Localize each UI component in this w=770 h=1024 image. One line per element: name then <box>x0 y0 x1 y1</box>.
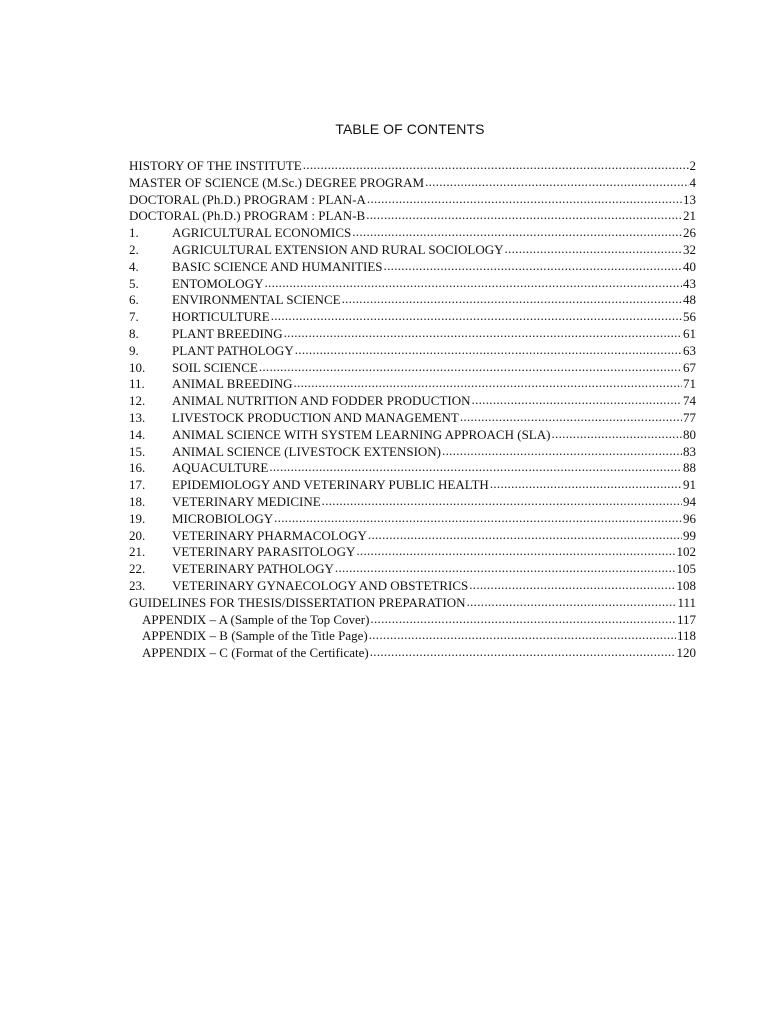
toc-entry-label: VETERINARY GYNAECOLOGY AND OBSTETRICS <box>172 577 469 593</box>
toc-entry-label: PLANT PATHOLOGY <box>172 342 294 358</box>
page-title: TABLE OF CONTENTS <box>335 121 485 137</box>
toc-entry[interactable] <box>129 427 696 444</box>
toc-entry-number: 15. <box>129 443 146 459</box>
toc-entry-label: ENVIRONMENTAL SCIENCE <box>172 292 341 308</box>
toc-entry-label: HISTORY OF THE INSTITUTE <box>129 158 302 173</box>
toc-entry[interactable] <box>129 477 696 494</box>
toc-entry-page-number: 74 <box>683 393 696 409</box>
toc-entry[interactable] <box>129 460 696 477</box>
dot-leader <box>293 376 682 392</box>
dot-leader <box>352 225 682 241</box>
dot-leader <box>356 544 675 560</box>
toc-entry-number: 22. <box>129 561 146 577</box>
dot-leader <box>342 292 682 308</box>
toc-entry-page-number: 111 <box>677 594 696 610</box>
toc-entry-number: 1. <box>129 225 139 241</box>
toc-entry-label: VETERINARY PATHOLOGY <box>172 561 334 577</box>
toc-entry-label: DOCTORAL (Ph.D.) PROGRAM : PLAN-A <box>129 191 366 207</box>
toc-entry-number: 23. <box>129 577 146 593</box>
dot-leader <box>369 628 676 644</box>
toc-entry-label: ANIMAL BREEDING <box>172 376 293 392</box>
toc-entry-number: 11. <box>129 376 145 392</box>
dot-leader <box>303 158 689 174</box>
toc-entry-number: 19. <box>129 510 146 526</box>
dot-leader <box>370 645 676 661</box>
toc-entry-page-number: 2 <box>689 158 696 173</box>
toc-entry-number: 14. <box>129 426 146 442</box>
toc-entry-page-number: 13 <box>683 191 696 207</box>
toc-entry-page-number: 118 <box>676 628 696 644</box>
toc-entry-page-number: 26 <box>683 225 696 241</box>
toc-entry-number: 13. <box>129 409 146 425</box>
toc-entry-page-number: 83 <box>683 443 696 459</box>
dot-leader <box>368 528 682 544</box>
toc-entry-page-number: 108 <box>676 577 696 593</box>
toc-entry-page-number: 71 <box>683 376 696 392</box>
toc-entry-label: PLANT BREEDING <box>172 325 283 341</box>
toc-entry-label: VETERINARY MEDICINE <box>172 493 321 509</box>
toc-entry-page-number: 88 <box>683 460 696 476</box>
toc-entry-label: AQUACULTURE <box>172 460 269 476</box>
toc-entry[interactable] <box>129 376 696 393</box>
toc-entry-page-number: 40 <box>683 258 696 274</box>
toc-entry-label: APPENDIX – B (Sample of the Title Page) <box>142 628 368 644</box>
dot-leader <box>505 242 683 258</box>
toc-entry-number: 5. <box>129 275 139 291</box>
toc-entry-number: 21. <box>129 544 146 560</box>
dot-leader <box>366 208 682 224</box>
dot-leader <box>367 192 682 208</box>
toc-entry[interactable] <box>129 259 696 276</box>
toc-entry-label: AGRICULTURAL ECONOMICS <box>172 225 352 241</box>
dot-leader <box>264 276 682 292</box>
toc-entry[interactable] <box>129 410 696 427</box>
toc-entry-page-number: 120 <box>676 645 696 661</box>
dot-leader <box>551 427 682 443</box>
toc-entry[interactable] <box>129 360 696 377</box>
toc-entry-page-number: 48 <box>683 292 696 308</box>
toc-entry[interactable] <box>129 595 696 612</box>
toc-entry-number: 8. <box>129 325 139 341</box>
toc-entry-page-number: 63 <box>683 342 696 358</box>
dot-leader <box>490 477 682 493</box>
toc-entry-label: MASTER OF SCIENCE (M.Sc.) DEGREE PROGRAM <box>129 174 425 190</box>
toc-entry-page-number: 21 <box>683 208 696 224</box>
toc-entry[interactable] <box>129 343 696 360</box>
toc-entry[interactable] <box>129 561 696 578</box>
toc-entry-number: 18. <box>129 493 146 509</box>
toc-entry[interactable] <box>129 225 696 242</box>
toc-entry-page-number: 105 <box>676 561 696 577</box>
toc-entry-label: ENTOMOLOGY <box>172 275 264 291</box>
toc-entry-number: 16. <box>129 460 146 476</box>
toc-entry-number: 9. <box>129 342 139 358</box>
toc-entry-label: AGRICULTURAL EXTENSION AND RURAL SOCIOLOGY <box>172 241 504 257</box>
toc-entry-number: 4. <box>129 258 139 274</box>
toc-entry[interactable] <box>129 158 696 175</box>
toc-entry[interactable] <box>129 544 696 561</box>
toc-entry[interactable] <box>129 292 696 309</box>
toc-entry-label: BASIC SCIENCE AND HUMANITIES <box>172 258 383 274</box>
toc-entry-number: 10. <box>129 359 146 375</box>
toc-entry-page-number: 80 <box>683 426 696 442</box>
toc-entry[interactable] <box>129 612 696 629</box>
toc-entry-page-number: 96 <box>683 510 696 526</box>
dot-leader <box>467 595 677 611</box>
toc-entry-number: 20. <box>129 527 146 543</box>
toc-entry-label: EPIDEMIOLOGY AND VETERINARY PUBLIC HEALTH <box>172 477 489 493</box>
toc-entry[interactable] <box>129 645 696 662</box>
dot-leader <box>469 578 675 594</box>
toc-entry-label: SOIL SCIENCE <box>172 359 258 375</box>
toc-entry-page-number: 67 <box>683 359 696 375</box>
toc-entry[interactable] <box>129 444 696 461</box>
toc-entry[interactable] <box>129 175 696 192</box>
toc-entry-label: VETERINARY PARASITOLOGY <box>172 544 356 560</box>
dot-leader <box>271 309 682 325</box>
toc-entry-page-number: 77 <box>683 409 696 425</box>
toc-entry-page-number: 56 <box>683 309 696 325</box>
toc-entry[interactable] <box>129 309 696 326</box>
toc-entry[interactable] <box>129 192 696 209</box>
toc-entry-label: GUIDELINES FOR THESIS/DISSERTATION PREPARATION <box>129 594 466 610</box>
dot-leader <box>295 343 682 359</box>
toc-entry[interactable] <box>129 208 696 225</box>
toc-entry-label: ANIMAL SCIENCE (LIVESTOCK EXTENSION) <box>172 443 442 459</box>
toc-entry[interactable] <box>129 393 696 410</box>
toc-entry[interactable] <box>129 494 696 511</box>
toc-entry-page-number: 43 <box>683 275 696 291</box>
toc-entry-number: 6. <box>129 292 139 308</box>
toc-entry[interactable] <box>129 242 696 259</box>
toc-entry-label: MICROBIOLOGY <box>172 510 274 526</box>
toc-entry[interactable] <box>129 511 696 528</box>
toc-entry[interactable] <box>129 628 696 645</box>
dot-leader <box>442 444 682 460</box>
toc-entry-page-number: 102 <box>676 544 696 560</box>
toc-entry[interactable] <box>129 276 696 293</box>
toc-entry[interactable] <box>129 326 696 343</box>
toc-entry-number: 12. <box>129 393 146 409</box>
dot-leader <box>335 561 676 577</box>
dot-leader <box>384 259 682 275</box>
dot-leader <box>370 612 676 628</box>
toc-entry-page-number: 32 <box>683 241 696 257</box>
dot-leader <box>460 410 682 426</box>
toc-entry-page-number: 91 <box>683 477 696 493</box>
table-of-contents <box>129 158 696 662</box>
toc-entry-page-number: 117 <box>676 611 696 627</box>
toc-entry-label: APPENDIX – C (Format of the Certificate) <box>142 645 369 661</box>
toc-entry-page-number: 61 <box>683 325 696 341</box>
toc-entry-label: VETERINARY PHARMACOLOGY <box>172 527 367 543</box>
toc-entry-label: ANIMAL NUTRITION AND FODDER PRODUCTION <box>172 393 471 409</box>
toc-entry[interactable] <box>129 578 696 595</box>
toc-entry-label: LIVESTOCK PRODUCTION AND MANAGEMENT <box>172 409 459 425</box>
toc-entry-number: 17. <box>129 477 146 493</box>
dot-leader <box>425 175 688 191</box>
toc-entry-number: 7. <box>129 309 139 325</box>
toc-entry-page-number: 4 <box>689 174 696 190</box>
dot-leader <box>259 360 682 376</box>
toc-entry-label: DOCTORAL (Ph.D.) PROGRAM : PLAN-B <box>129 208 366 224</box>
dot-leader <box>274 511 682 527</box>
dot-leader <box>284 326 682 342</box>
toc-entry-page-number: 94 <box>683 493 696 509</box>
toc-entry-label: ANIMAL SCIENCE WITH SYSTEM LEARNING APPROACH (SLA) <box>172 426 551 442</box>
toc-entry-label: HORTICULTURE <box>172 309 270 325</box>
toc-entry[interactable] <box>129 528 696 545</box>
dot-leader <box>269 460 682 476</box>
dot-leader <box>322 494 682 510</box>
toc-entry-number: 2. <box>129 241 139 257</box>
toc-entry-label: APPENDIX – A (Sample of the Top Cover) <box>142 611 370 627</box>
toc-entry-page-number: 99 <box>683 527 696 543</box>
dot-leader <box>472 393 682 409</box>
